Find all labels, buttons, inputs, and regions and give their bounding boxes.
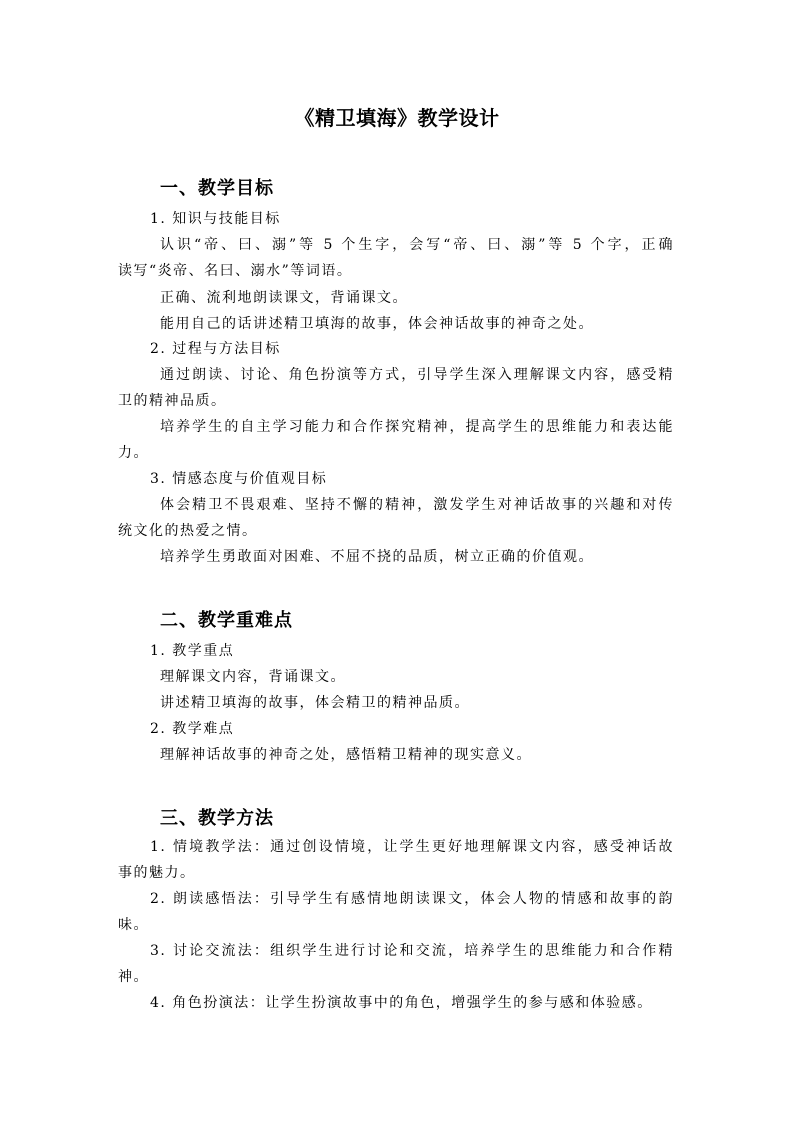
paragraph-line: 正确、流利地朗读课文，背诵课文。	[160, 290, 408, 306]
paragraph-line: 统文化的热爱之情。	[118, 523, 258, 539]
paragraph-line: 培养学生的自主学习能力和合作探究精神，提高学生的思维能力和表达能	[160, 419, 674, 435]
method-line: 4. 角色扮演法：让学生扮演故事中的角色，增强学生的参与感和体验感。	[150, 995, 653, 1011]
method-line: 3. 讨论交流法：组织学生进行讨论和交流，培养学生的思维能力和合作精	[150, 943, 674, 959]
method-line: 1. 情境教学法：通过创设情境，让学生更好地理解课文内容，感受神话故	[150, 839, 674, 855]
paragraph-line: 体会精卫不畏艰难、坚持不懈的精神，激发学生对神话故事的兴趣和对传	[160, 497, 674, 513]
method-line: 味。	[118, 917, 149, 933]
paragraph-line: 力。	[118, 445, 149, 461]
paragraph-line: 理解课文内容，背诵课文。	[160, 669, 346, 685]
paragraph-line: 能用自己的话讲述精卫填海的故事，体会神话故事的神奇之处。	[160, 316, 594, 332]
subheading-key-focus: 1. 教学重点	[150, 643, 235, 659]
document-title: 《精卫填海》教学设计	[294, 106, 500, 130]
paragraph-line: 培养学生勇敢面对困难、不屈不挠的品质，树立正确的价值观。	[160, 549, 594, 565]
method-line: 事的魅力。	[118, 865, 196, 881]
paragraph-line: 理解神话故事的神奇之处，感悟精卫精神的现实意义。	[160, 747, 532, 763]
subheading-knowledge-skills: 1. 知识与技能目标	[150, 211, 281, 227]
paragraph-line: 讲述精卫填海的故事，体会精卫的精神品质。	[160, 695, 470, 711]
subheading-process-methods: 2. 过程与方法目标	[150, 341, 281, 357]
subheading-difficulty: 2. 教学难点	[150, 721, 235, 737]
section-heading-methods: 三、教学方法	[160, 808, 274, 829]
paragraph-line: 认识“帝、曰、溺”等 5 个生字，会写“帝、曰、溺”等 5 个字，正确	[160, 237, 674, 253]
paragraph-line: 通过朗读、讨论、角色扮演等方式，引导学生深入理解课文内容，感受精	[160, 367, 674, 383]
paragraph-line: 读写“炎帝、名曰、溺水”等词语。	[118, 263, 353, 279]
subheading-emotion-values: 3. 情感态度与价值观目标	[150, 471, 328, 487]
method-line: 神。	[118, 969, 149, 985]
section-heading-key-points: 二、教学重难点	[160, 610, 293, 631]
section-heading-objectives: 一、教学目标	[160, 178, 274, 199]
paragraph-line: 卫的精神品质。	[118, 393, 227, 409]
method-line: 2. 朗读感悟法：引导学生有感情地朗读课文，体会人物的情感和故事的韵	[150, 891, 674, 907]
